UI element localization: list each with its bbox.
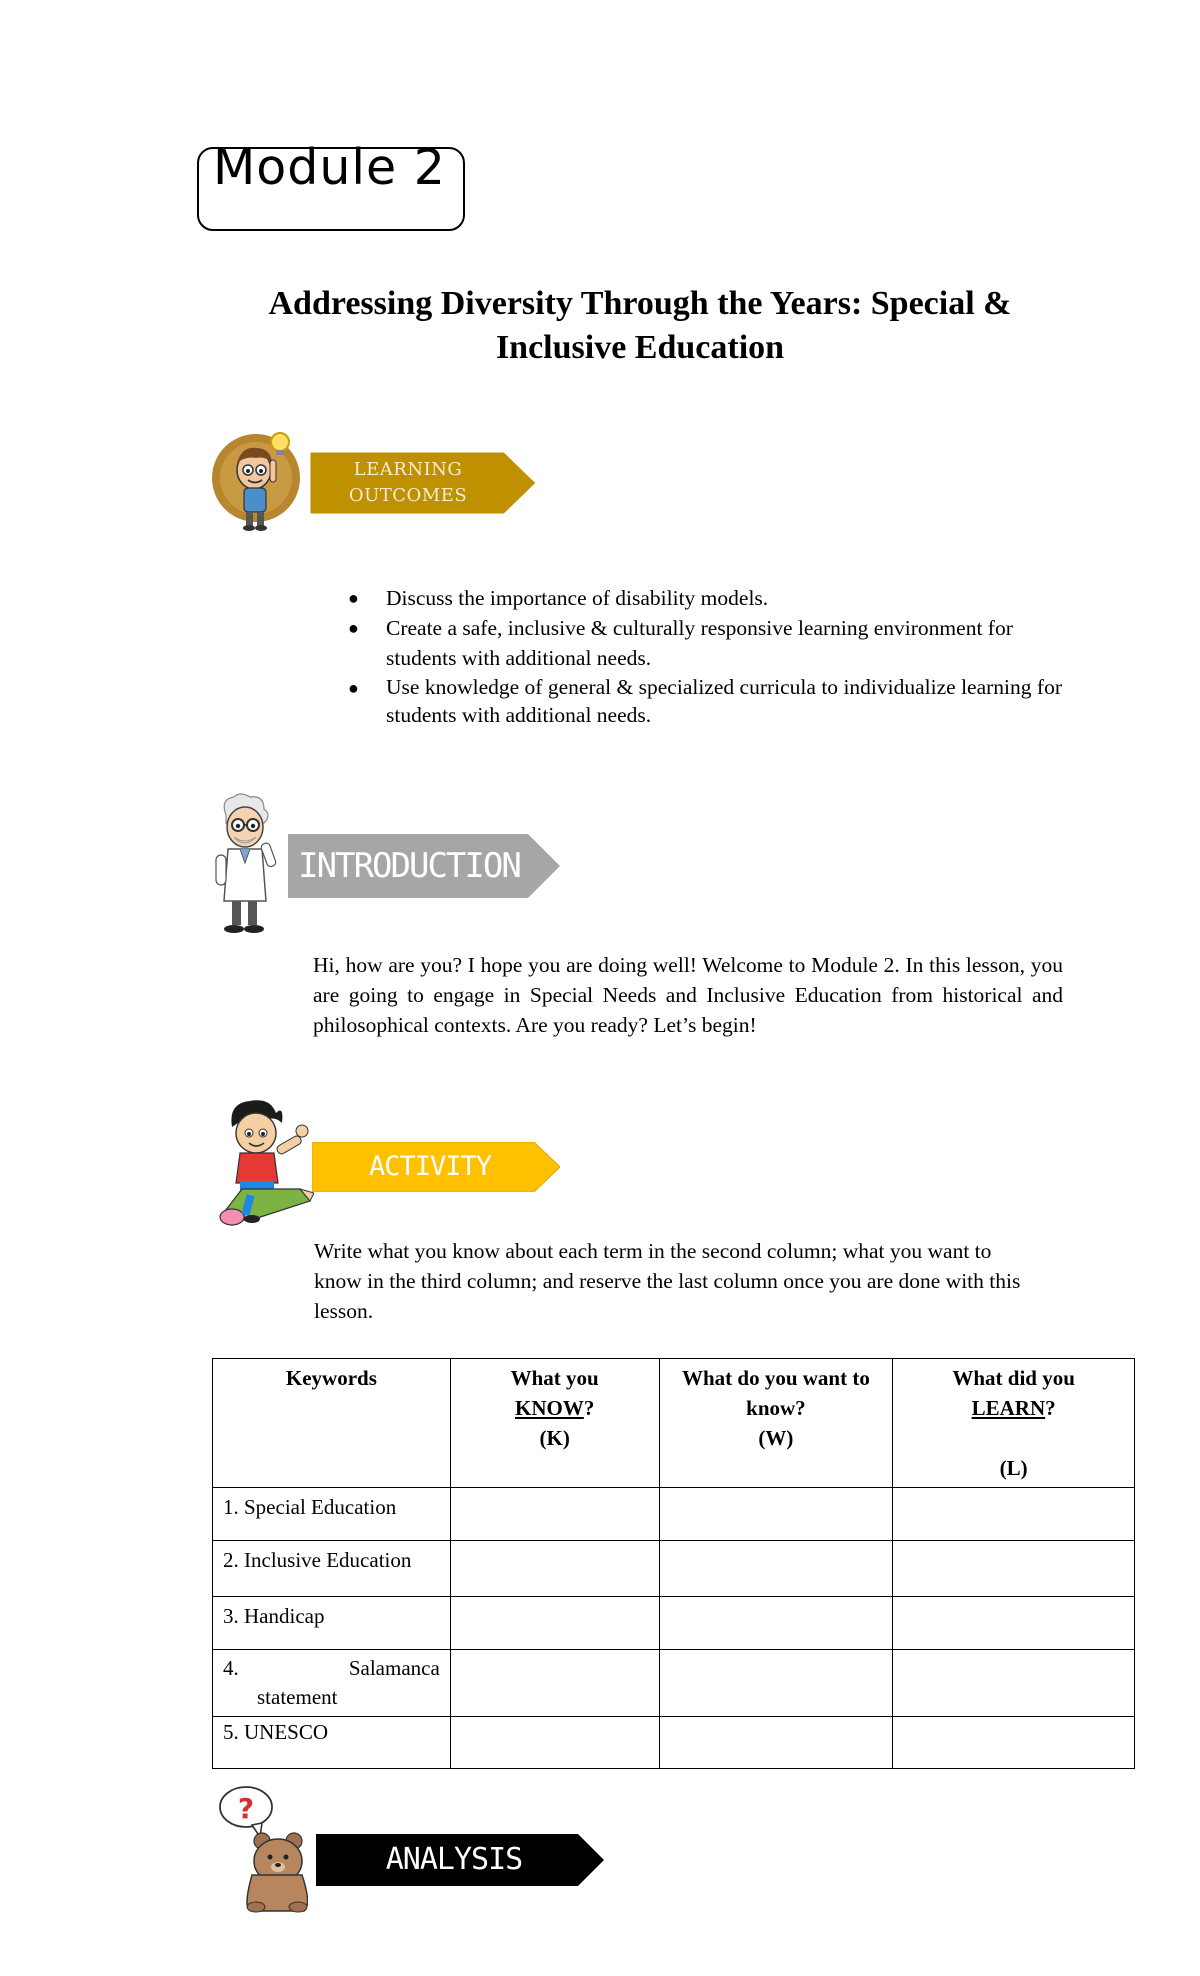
table-row xyxy=(213,1488,1135,1541)
header-want-line2: know? xyxy=(746,1396,806,1420)
activity-label: ACTIVITY xyxy=(368,1151,492,1182)
header-know-code: (K) xyxy=(539,1426,570,1450)
keyword-continuation: statement xyxy=(257,1685,338,1709)
thinking-teacher-icon xyxy=(212,430,304,534)
module-label: Module 2 xyxy=(213,139,446,196)
question-mark: ? xyxy=(237,1792,255,1825)
analysis-banner xyxy=(316,1834,604,1886)
outcome-item: ● Create a safe, inclusive & culturally responsive learning environment for students with additional needs. xyxy=(348,613,1062,673)
header-know-line2: KNOW? xyxy=(515,1396,595,1420)
bullet-icon: ● xyxy=(348,678,359,698)
keyword-cell: 2. Inclusive Education xyxy=(213,1541,451,1597)
learning-outcomes-label-2: OUTCOMES xyxy=(348,485,468,506)
learning-outcomes-banner xyxy=(310,452,536,514)
learning-outcomes-label-1: LEARNING xyxy=(353,459,463,480)
keyword-cell: 1. Special Education xyxy=(213,1488,451,1541)
table-row xyxy=(213,1541,1135,1597)
header-want-code: (W) xyxy=(758,1426,794,1450)
title-line-2: Inclusive Education xyxy=(495,329,785,366)
header-know xyxy=(450,1359,659,1488)
analysis-label: ANALYSIS xyxy=(385,1842,523,1877)
learn-cell[interactable] xyxy=(893,1488,1135,1541)
activity-banner xyxy=(312,1142,560,1192)
title-line-1: Addressing Diversity Through the Years: Special & xyxy=(268,285,1012,322)
activity-instructions: Write what you know about each term in the second column; what you want to know in the third column; and reserve the last column once you are done with this lesson. xyxy=(314,1239,1021,1323)
header-learn-line1: What did you xyxy=(952,1366,1075,1390)
header-learn-line2: LEARN? xyxy=(971,1396,1056,1420)
want-cell[interactable] xyxy=(659,1650,893,1717)
learn-cell[interactable] xyxy=(893,1650,1135,1717)
keyword-cell xyxy=(213,1650,451,1717)
learn-cell[interactable] xyxy=(893,1597,1135,1650)
bullet-icon: ● xyxy=(348,618,359,638)
page-title xyxy=(200,282,1080,370)
table-header-row xyxy=(213,1359,1135,1488)
learning-outcomes-list xyxy=(348,583,1062,729)
know-cell[interactable] xyxy=(450,1717,659,1769)
know-cell[interactable] xyxy=(450,1488,659,1541)
want-cell[interactable] xyxy=(659,1488,893,1541)
know-cell[interactable] xyxy=(450,1541,659,1597)
header-learn-code: (L) xyxy=(999,1456,1028,1480)
know-cell[interactable] xyxy=(450,1597,659,1650)
header-want-line1: What do you want to xyxy=(681,1366,870,1390)
keyword-number: 4. xyxy=(223,1656,239,1680)
introduction-banner xyxy=(288,834,560,898)
outcome-item: ● Discuss the importance of disability models. xyxy=(348,583,1062,613)
introduction-text: Hi, how are you? I hope you are doing well! Welcome to Module 2. In this lesson, you are going to engage in Special Needs and Inclusive Education from historical and philosophical contexts. Are you ready? Let’s begin! xyxy=(313,953,1063,1037)
want-cell[interactable] xyxy=(659,1597,893,1650)
know-cell[interactable] xyxy=(450,1650,659,1717)
learn-cell[interactable] xyxy=(893,1541,1135,1597)
keyword-cell: 3. Handicap xyxy=(213,1597,451,1650)
want-cell[interactable] xyxy=(659,1717,893,1769)
table-row xyxy=(213,1717,1135,1769)
bear-question-icon xyxy=(212,1785,308,1913)
introduction-label: INTRODUCTION xyxy=(298,846,520,886)
keyword-cell: 5. UNESCO xyxy=(213,1717,451,1769)
professor-icon xyxy=(212,793,284,935)
header-want xyxy=(659,1359,893,1488)
want-cell[interactable] xyxy=(659,1541,893,1597)
table-row xyxy=(213,1597,1135,1650)
table-row xyxy=(213,1650,1135,1717)
keyword-word: Salamanca xyxy=(348,1656,440,1680)
bullet-icon: ● xyxy=(348,588,359,608)
outcome-item: ● Use knowledge of general & specialized curricula to individualize learning for students with additional needs. xyxy=(348,675,1062,727)
boy-on-pencil-icon xyxy=(218,1097,314,1233)
header-know-line1: What you xyxy=(510,1366,599,1390)
header-learn xyxy=(893,1359,1135,1488)
kwl-table xyxy=(212,1358,1135,1769)
learn-cell[interactable] xyxy=(893,1717,1135,1769)
header-keywords: Keywords xyxy=(213,1359,451,1488)
